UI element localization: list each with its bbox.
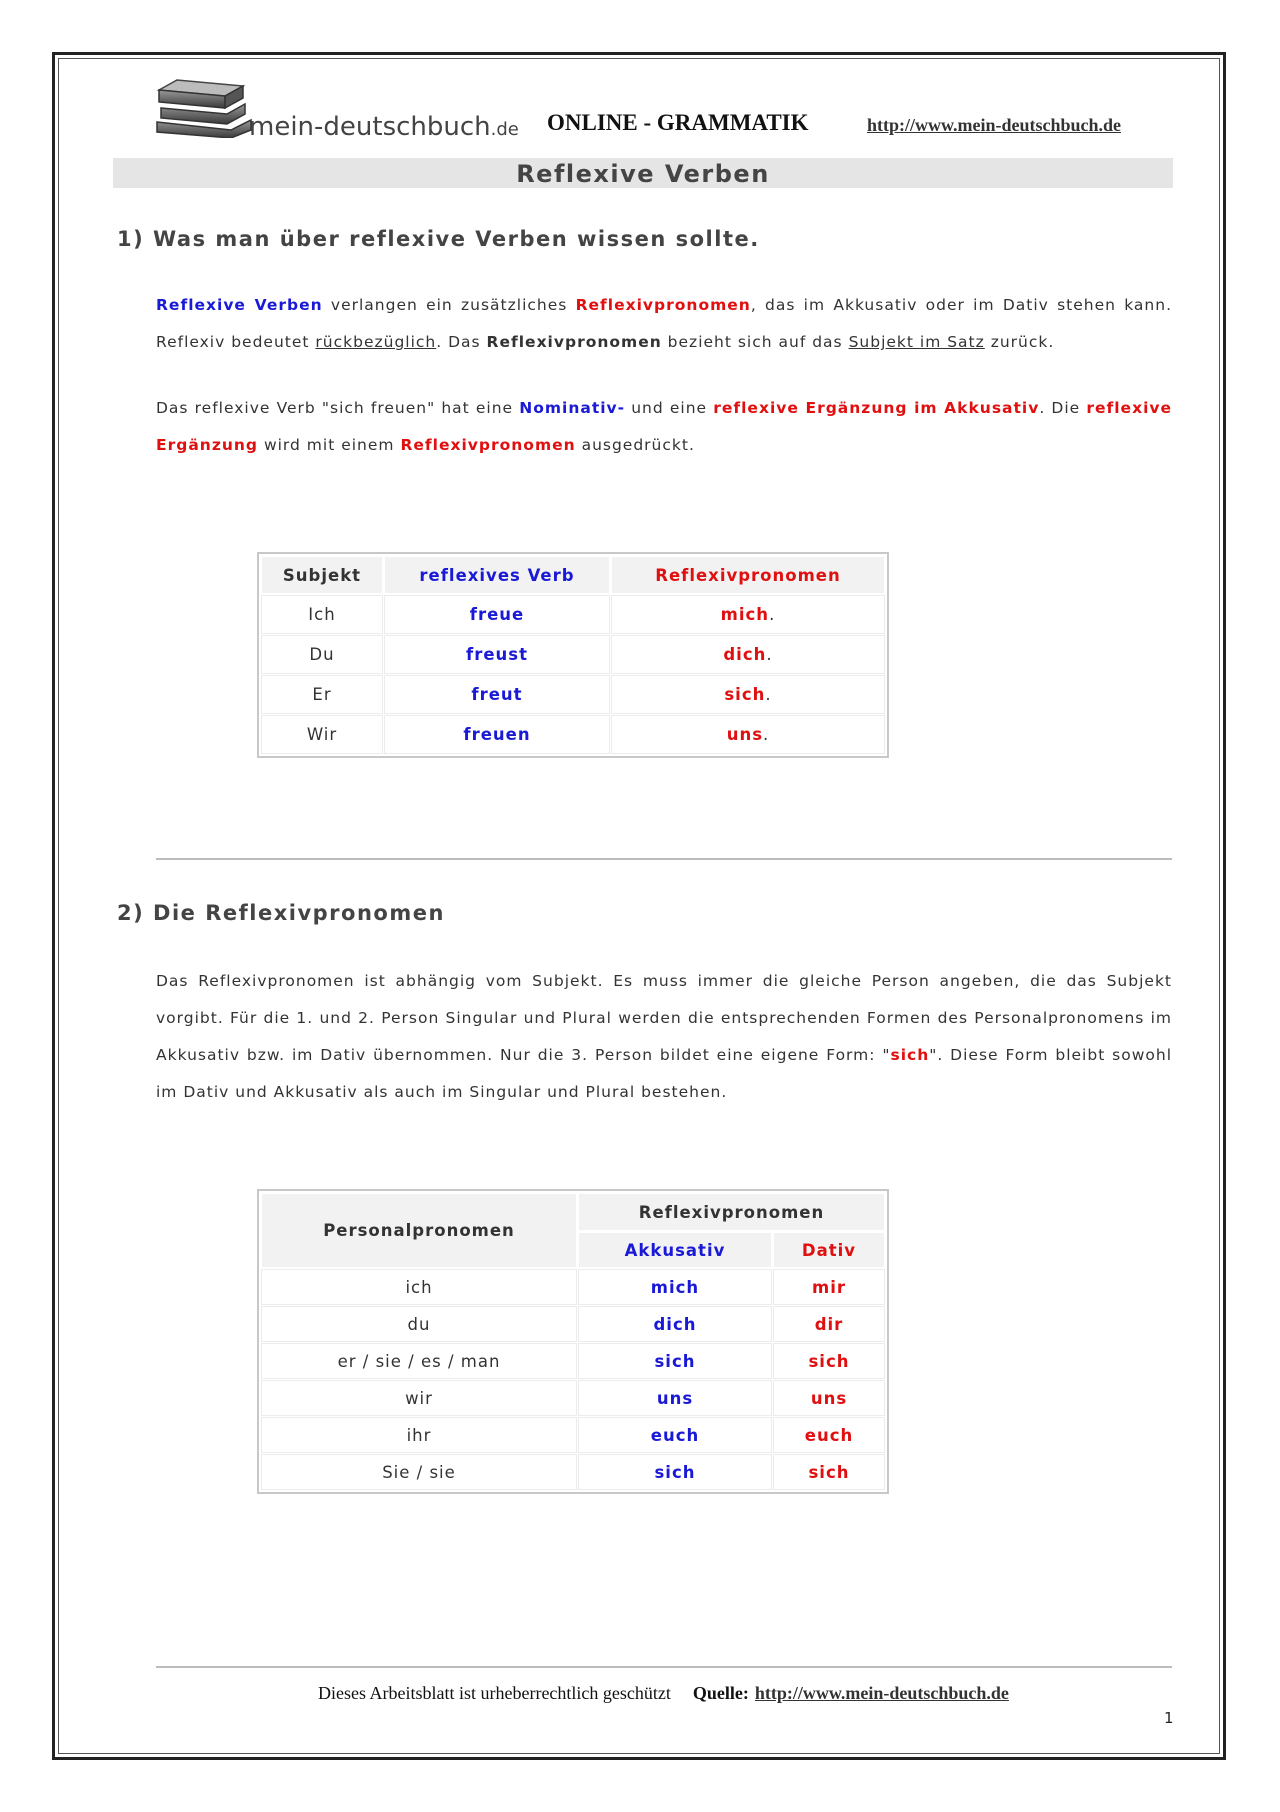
table-row: ich mich mir (262, 1270, 884, 1304)
page-number: 1 (1164, 1709, 1174, 1727)
header-title: ONLINE - GRAMMATIK (547, 110, 809, 135)
table-row: ihr euch euch (262, 1418, 884, 1452)
link-subjekt-im-satz[interactable]: Subjekt im Satz (848, 333, 985, 351)
section1-heading: 1) Was man über reflexive Verben wissen sollte. (117, 227, 760, 251)
table-row: er / sie / es / man sich sich (262, 1344, 884, 1378)
footer-source-label: Quelle: (692, 1683, 749, 1703)
table-row: Sie / sie sich sich (262, 1455, 884, 1489)
reflexivpronomen-table (257, 1189, 889, 1494)
table-row: Du freust dich. (262, 636, 884, 673)
table-row: Er freut sich. (262, 676, 884, 713)
footer (318, 1683, 1009, 1704)
table-header-reflexivpronomen: Reflexivpronomen (579, 1194, 884, 1230)
footer-copyright: Dieses Arbeitsblatt ist urheberrechtlich geschützt (318, 1683, 671, 1703)
table-header-personalpronomen: Personalpronomen (262, 1194, 576, 1267)
reflexive-verb-table (257, 552, 889, 758)
section-divider (156, 858, 1172, 860)
logo-wordmark: mein-deutschbuch.de (249, 112, 519, 142)
section2-heading: 2) Die Reflexivpronomen (117, 901, 445, 925)
header-url-link[interactable]: http://www.mein-deutschbuch.de (867, 115, 1122, 135)
table-header-akkusativ: Akkusativ (579, 1233, 771, 1267)
table-header-verb: reflexives Verb (385, 557, 609, 593)
section1-paragraph2: Das reflexive Verb "sich freuen" hat eine Nominativ- und eine reflexive Ergänzung im Akkusativ. Die reflexive Ergänzung wird mit einem Reflexivpronomen ausgedrückt. (156, 399, 1172, 454)
link-rueckbezueglich[interactable]: rückbezüglich (315, 333, 437, 351)
footer-divider (156, 1666, 1172, 1668)
page-title: Reflexive Verben (516, 160, 770, 188)
table-row: du dich dir (262, 1307, 884, 1341)
footer-source-link[interactable]: http://www.mein-deutschbuch.de (754, 1683, 1009, 1703)
section2-paragraph: Das Reflexivpronomen ist abhängig vom Subjekt. Es muss immer die gleiche Person angeben, die das Subjekt vorgibt. Für die 1. und 2. Person Singular und Plural werden die entsprechenden Formen des Personalpronomens im Akkusativ bzw. im Dativ übernommen. Nur die 3. Person bildet eine eigene Form: "sich". Diese Form bleibt sowohl im Dativ und Akkusativ als auch im Singular und Plural bestehen. (156, 972, 1172, 1101)
section1-paragraph1: Reflexive Verben verlangen ein zusätzliches Reflexivpronomen, das im Akkusativ oder im Dativ stehen kann. Reflexiv bedeutet rückbezüglich. Das Reflexivpronomen bezieht sich auf das Subjekt im Satz zurück. (156, 296, 1173, 351)
table-header-subjekt: Subjekt (262, 557, 382, 593)
table-row: Wir freuen uns. (262, 716, 884, 753)
table-row: Ich freue mich. (262, 596, 884, 633)
table-row: wir uns uns (262, 1381, 884, 1415)
page-title-bar (113, 158, 1173, 188)
table-header-pronomen: Reflexivpronomen (612, 557, 884, 593)
table-header-dativ: Dativ (774, 1233, 884, 1267)
